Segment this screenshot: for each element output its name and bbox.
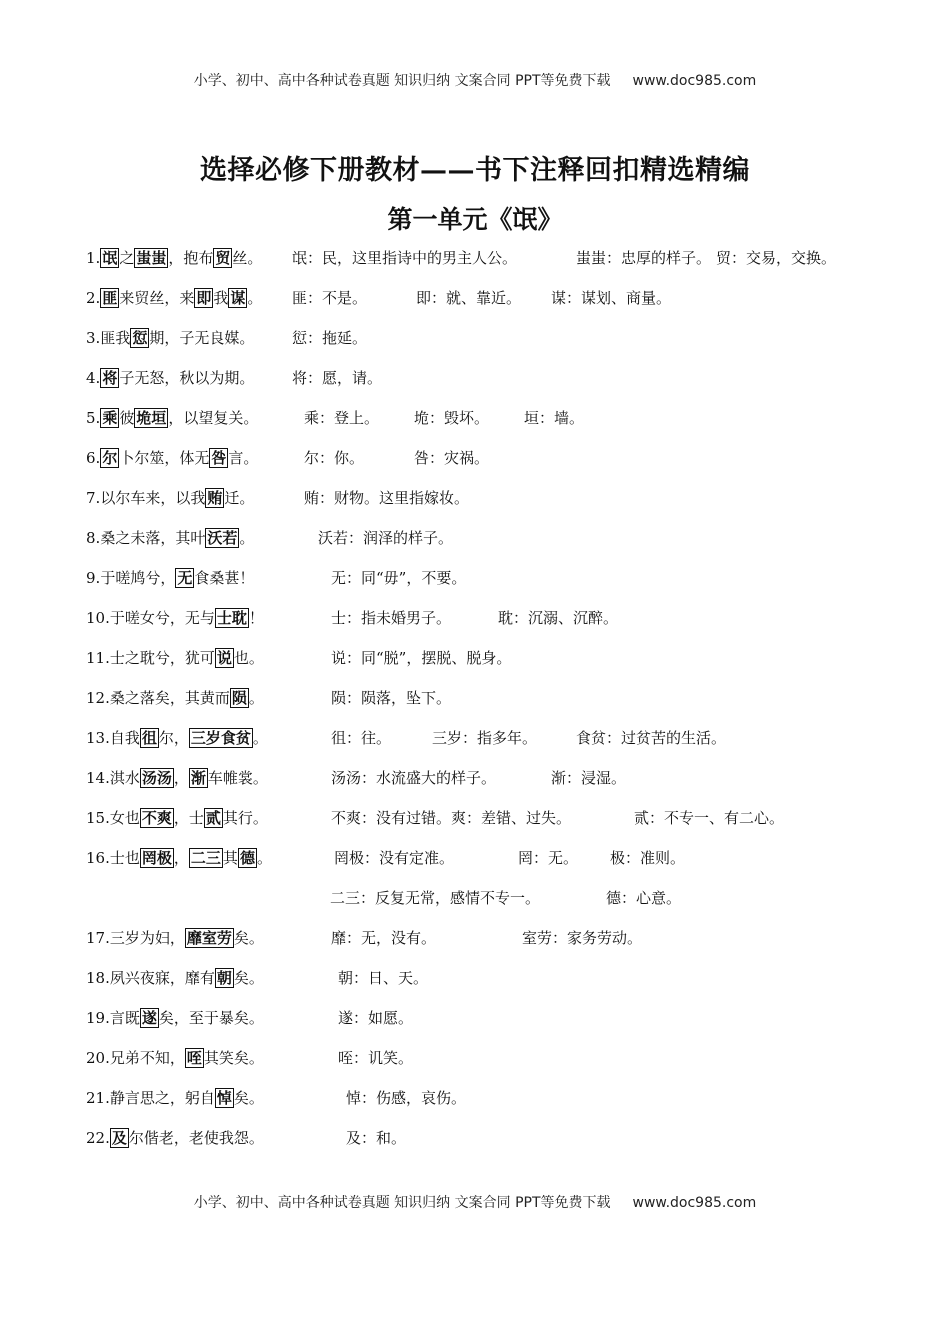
gloss-note: 士：指未婚男子。 — [331, 609, 452, 627]
line-number: 15. — [86, 809, 110, 827]
verse-text — [86, 288, 262, 308]
keyword-box: 遂 — [141, 1009, 157, 1027]
keyword-box: 罔极 — [141, 849, 172, 867]
annotation-line — [86, 1084, 926, 1124]
annotation-line — [86, 1004, 926, 1044]
gloss-note: 贿：财物。这里指嫁妆。 — [304, 489, 470, 507]
annotation-line — [86, 604, 926, 644]
annotation-line — [86, 844, 926, 884]
verse-text — [86, 928, 264, 948]
keyword-box: 蚩蚩 — [136, 249, 167, 267]
verse-segment: ！ — [248, 609, 264, 627]
verse-segment: 匪我 — [100, 329, 131, 347]
line-number: 8. — [86, 529, 101, 547]
verse-text — [86, 488, 254, 508]
gloss-note: 靡：无，没有。 — [331, 929, 437, 947]
gloss-note: 将：愿，请。 — [292, 369, 383, 387]
annotation-line — [86, 764, 926, 804]
verse-segment: 言。 — [228, 449, 259, 467]
annotation-line — [86, 524, 926, 564]
gloss-note: 不爽：没有过错。爽：差错、过失。 — [331, 809, 572, 827]
keyword-box: 沃若 — [207, 529, 238, 547]
verse-segment: 。 — [252, 729, 268, 747]
gloss-note: 食贫：过贫苦的生活。 — [576, 729, 727, 747]
annotation-line — [86, 804, 926, 844]
footer-url[interactable]: www.doc985.com — [632, 1195, 757, 1211]
verse-segment: 车帷裳。 — [207, 769, 268, 787]
gloss-note: 无：同“毋”，不要。 — [331, 569, 467, 587]
header-url[interactable]: www.doc985.com — [632, 73, 757, 89]
line-number: 6. — [86, 449, 101, 467]
annotation-line — [86, 444, 926, 484]
gloss-note: 蚩蚩：忠厚的样子。 — [576, 249, 712, 267]
gloss-note: 罔极：没有定准。 — [334, 849, 455, 867]
verse-segment: 我 — [213, 289, 229, 307]
verse-segment: 其 — [222, 849, 238, 867]
footer-text: 小学、初中、高中各种试卷真题 知识归纳 文案合同 PPT等免费下载 — [193, 1195, 611, 1211]
verse-segment: 。 — [247, 289, 263, 307]
verse-text — [86, 848, 272, 868]
annotation-line — [86, 724, 926, 764]
keyword-box: 匪 — [102, 289, 118, 307]
verse-segment: 。 — [248, 689, 264, 707]
verse-text — [86, 408, 258, 428]
gloss-note: 谋：谋划、商量。 — [551, 289, 672, 307]
line-number: 4. — [86, 369, 101, 387]
gloss-note: 即：就、靠近。 — [416, 289, 522, 307]
gloss-note: 室劳：家务劳动。 — [522, 929, 643, 947]
line-number: 17. — [86, 929, 110, 947]
verse-text — [86, 808, 268, 828]
line-number: 16. — [86, 849, 110, 867]
verse-segment: 以尔车来，以我 — [100, 489, 206, 507]
verse-segment: 静言思之，躬自 — [109, 1089, 215, 1107]
verse-segment: 女也 — [109, 809, 140, 827]
verse-segment: 丝。 — [232, 249, 263, 267]
document-title: 选择必修下册教材——书下注释回扣精选精编 — [200, 155, 750, 186]
verse-text — [86, 528, 254, 548]
annotation-line — [86, 244, 926, 284]
verse-segment: 来贸丝，来 — [119, 289, 195, 307]
gloss-note: 德：心意。 — [606, 889, 682, 907]
gloss-note: 三岁：指多年。 — [432, 729, 538, 747]
verse-segment: 其笑矣。 — [203, 1049, 264, 1067]
line-number: 3. — [86, 329, 101, 347]
keyword-box: 说 — [216, 649, 232, 667]
verse-segment: ，以望复关。 — [168, 409, 259, 427]
verse-text — [86, 248, 262, 268]
verse-segment: 桑之落矣，其黄而 — [109, 689, 230, 707]
line-number: 19. — [86, 1009, 110, 1027]
verse-segment: 。 — [256, 849, 272, 867]
verse-text — [86, 568, 254, 588]
line-number: 11. — [86, 649, 110, 667]
annotation-line — [86, 564, 926, 604]
unit-subtitle: 第一单元《氓》 — [387, 205, 563, 234]
verse-segment: 夙兴夜寐，靡有 — [109, 969, 215, 987]
verse-text — [86, 448, 258, 468]
verse-segment: 士之耽兮，犹可 — [109, 649, 215, 667]
verse-segment: 矣。 — [233, 929, 264, 947]
line-number: 14. — [86, 769, 110, 787]
keyword-box: 贿 — [207, 489, 223, 507]
verse-segment: 桑之未落，其叶 — [100, 529, 206, 547]
verse-text — [86, 728, 268, 748]
annotation-line — [86, 964, 926, 1004]
verse-segment: 卜尔筮，体无 — [119, 449, 210, 467]
verse-segment: 于嗟女兮，无与 — [109, 609, 215, 627]
keyword-box: 不爽 — [141, 809, 172, 827]
verse-segment: 其行。 — [222, 809, 268, 827]
annotation-line — [86, 644, 926, 684]
verse-text — [86, 768, 268, 788]
verse-segment: 淇水 — [109, 769, 140, 787]
gloss-note: 乘：登上。 — [304, 409, 380, 427]
line-number: 2. — [86, 289, 101, 307]
header-text: 小学、初中、高中各种试卷真题 知识归纳 文案合同 PPT等免费下载 — [193, 73, 611, 89]
gloss-note: 汤汤：水流盛大的样子。 — [331, 769, 497, 787]
verse-text — [86, 688, 264, 708]
keyword-box: 徂 — [141, 729, 157, 747]
verse-segment: 自我 — [109, 729, 140, 747]
line-number: 5. — [86, 409, 101, 427]
verse-segment: 兄弟不知， — [109, 1049, 185, 1067]
verse-text — [86, 608, 264, 628]
keyword-box: 汤汤 — [141, 769, 172, 787]
keyword-box: 将 — [102, 369, 118, 387]
keyword-box: 士耽 — [216, 609, 247, 627]
annotation-line — [86, 284, 926, 324]
verse-segment: 之 — [119, 249, 135, 267]
verse-segment: 子无怒，秋以为期。 — [119, 369, 255, 387]
annotation-line — [86, 884, 926, 924]
keyword-box: 咥 — [186, 1049, 202, 1067]
annotation-line — [86, 364, 926, 404]
keyword-box: 无 — [177, 569, 193, 587]
keyword-box: 谋 — [230, 289, 246, 307]
line-number: 22. — [86, 1129, 110, 1147]
gloss-note: 及：和。 — [346, 1129, 407, 1147]
keyword-box: 二三 — [190, 849, 221, 867]
keyword-box: 朝 — [216, 969, 232, 987]
line-number: 10. — [86, 609, 110, 627]
annotation-list — [86, 244, 926, 1164]
line-number: 13. — [86, 729, 110, 747]
verse-text — [86, 1128, 264, 1148]
verse-segment: 尔， — [158, 729, 189, 747]
gloss-note: 耽：沉溺、沉醉。 — [498, 609, 619, 627]
annotation-line — [86, 484, 926, 524]
verse-segment: 迁。 — [224, 489, 255, 507]
gloss-note: 极：准则。 — [610, 849, 686, 867]
verse-text — [86, 328, 254, 348]
gloss-note: 垝：毁坏。 — [414, 409, 490, 427]
line-number: 12. — [86, 689, 110, 707]
gloss-note: 徂：往。 — [331, 729, 392, 747]
keyword-box: 氓 — [102, 249, 118, 267]
gloss-note: 垣：墙。 — [524, 409, 585, 427]
verse-segment: 于嗟鸠兮， — [100, 569, 176, 587]
keyword-box: 即 — [196, 289, 212, 307]
verse-segment: ， — [173, 849, 189, 867]
verse-segment: ， — [173, 769, 189, 787]
verse-segment: 矣。 — [233, 1089, 264, 1107]
gloss-note: 陨：陨落，坠下。 — [331, 689, 452, 707]
keyword-box: 靡室劳 — [186, 929, 232, 947]
annotation-line — [86, 1044, 926, 1084]
verse-segment: 期，子无良媒。 — [149, 329, 255, 347]
line-number: 21. — [86, 1089, 110, 1107]
verse-text — [86, 648, 264, 668]
page-footer — [0, 1192, 950, 1212]
keyword-box: 三岁食贫 — [190, 729, 251, 747]
gloss-note: 愆：拖延。 — [292, 329, 368, 347]
keyword-box: 贰 — [205, 809, 221, 827]
gloss-note: 咥：讥笑。 — [338, 1049, 414, 1067]
gloss-note: 朝：日、天。 — [338, 969, 429, 987]
keyword-box: 尔 — [102, 449, 118, 467]
verse-text — [86, 968, 264, 988]
verse-text — [86, 1048, 264, 1068]
verse-segment: 三岁为妇， — [109, 929, 185, 947]
verse-text — [86, 1088, 264, 1108]
gloss-note: 沃若：润泽的样子。 — [318, 529, 454, 547]
page-header — [0, 70, 950, 90]
verse-segment: 言既 — [109, 1009, 140, 1027]
gloss-note: 二三：反复无常，感情不专一。 — [330, 889, 541, 907]
keyword-box: 陨 — [231, 689, 247, 707]
gloss-note: 咎：灾祸。 — [414, 449, 490, 467]
gloss-note: 遂：如愿。 — [338, 1009, 414, 1027]
line-number: 1. — [86, 249, 101, 267]
gloss-note: 贰：不专一、有二心。 — [634, 809, 785, 827]
line-number: 9. — [86, 569, 101, 587]
annotation-line — [86, 1124, 926, 1164]
keyword-box: 垝垣 — [136, 409, 167, 427]
keyword-box: 悼 — [216, 1089, 232, 1107]
verse-segment: 尔偕老，老使我怨。 — [128, 1129, 264, 1147]
annotation-line — [86, 404, 926, 444]
gloss-note: 匪：不是。 — [292, 289, 368, 307]
line-number: 20. — [86, 1049, 110, 1067]
verse-segment: 。 — [239, 529, 255, 547]
verse-text — [86, 1008, 264, 1028]
gloss-note: 罔：无。 — [518, 849, 579, 867]
verse-segment: ，抱布 — [168, 249, 214, 267]
verse-segment: 彼 — [119, 409, 135, 427]
verse-segment: 矣。 — [233, 969, 264, 987]
keyword-box: 渐 — [190, 769, 206, 787]
verse-segment: 食桑葚！ — [194, 569, 255, 587]
annotation-line — [86, 324, 926, 364]
gloss-note: 渐：浸湿。 — [551, 769, 627, 787]
verse-segment: 士也 — [109, 849, 140, 867]
gloss-note: 贸：交易，交换。 — [716, 249, 837, 267]
line-number: 7. — [86, 489, 101, 507]
line-number: 18. — [86, 969, 110, 987]
keyword-box: 乘 — [102, 409, 118, 427]
annotation-line — [86, 924, 926, 964]
verse-segment: ，士 — [173, 809, 204, 827]
verse-segment: 矣，至于暴矣。 — [158, 1009, 264, 1027]
verse-text — [86, 368, 254, 388]
keyword-box: 愆 — [132, 329, 148, 347]
gloss-note: 尔：你。 — [304, 449, 365, 467]
gloss-note: 氓：民，这里指诗中的男主人公。 — [292, 249, 518, 267]
verse-segment: 也。 — [233, 649, 264, 667]
keyword-box: 及 — [111, 1129, 127, 1147]
keyword-box: 德 — [239, 849, 255, 867]
gloss-note: 说：同“脱”，摆脱、脱身。 — [331, 649, 512, 667]
keyword-box: 咎 — [211, 449, 227, 467]
gloss-note: 悼：伤感，哀伤。 — [346, 1089, 467, 1107]
annotation-line — [86, 684, 926, 724]
keyword-box: 贸 — [215, 249, 231, 267]
